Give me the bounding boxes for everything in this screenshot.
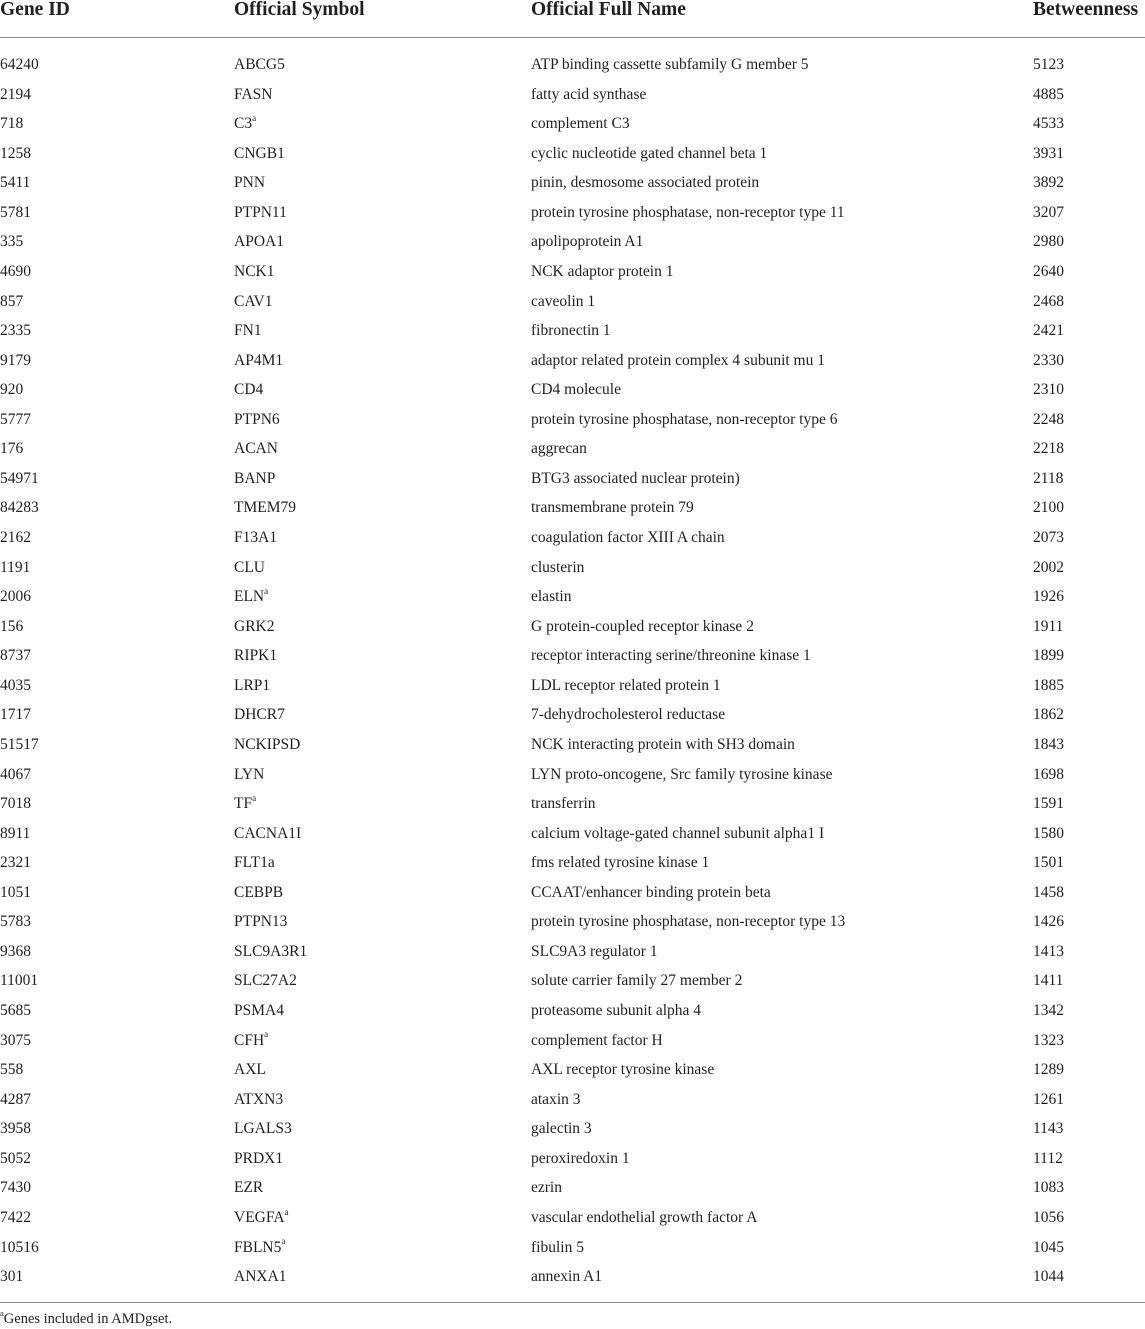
footnote-marker: a: [0, 1308, 4, 1319]
official-full-name-cell: vascular endothelial growth factor A: [531, 1208, 758, 1226]
header-official-full-name: Official Full Name: [531, 0, 686, 20]
official-symbol-text: DHCR7: [234, 706, 285, 724]
official-symbol-cell: [234, 819, 301, 849]
header-official-symbol: Official Symbol: [234, 0, 365, 20]
betweenness-cell: 2310: [1033, 381, 1064, 399]
betweenness-cell: 1083: [1033, 1179, 1064, 1197]
table-body: [0, 50, 1145, 1292]
official-symbol-cell: [234, 109, 256, 139]
official-symbol-cell: [234, 80, 272, 110]
official-symbol-text: CLU: [234, 558, 265, 576]
gene-id-cell: 3075: [0, 1031, 31, 1049]
official-symbol-text: CFH: [234, 1031, 265, 1049]
table-row: [0, 553, 1145, 583]
official-full-name-cell: NCK interacting protein with SH3 domain: [531, 735, 795, 753]
official-symbol-text: CEBPB: [234, 883, 284, 901]
table-footnote: [0, 1310, 172, 1328]
table-row: [0, 1055, 1145, 1085]
table-row: [0, 50, 1145, 80]
table-row: [0, 405, 1145, 435]
official-symbol-text: VEGFA: [234, 1208, 285, 1226]
betweenness-cell: 1501: [1033, 854, 1064, 872]
table-row: [0, 139, 1145, 169]
betweenness-cell: 1926: [1033, 588, 1064, 606]
official-symbol-text: ANXA1: [234, 1268, 287, 1286]
table-row: [0, 907, 1145, 937]
table-row: [0, 1233, 1145, 1263]
official-full-name-cell: BTG3 associated nuclear protein): [531, 469, 740, 487]
betweenness-cell: 1323: [1033, 1031, 1064, 1049]
official-symbol-text: CNGB1: [234, 144, 285, 162]
betweenness-cell: 1899: [1033, 647, 1064, 665]
official-symbol-text: LYN: [234, 765, 265, 783]
table-row: [0, 168, 1145, 198]
official-symbol-text: TF: [234, 795, 253, 813]
gene-id-cell: 54971: [0, 469, 39, 487]
gene-id-cell: 2194: [0, 85, 31, 103]
official-full-name-cell: CCAAT/enhancer binding protein beta: [531, 883, 771, 901]
table-header-row: [0, 0, 1145, 38]
official-full-name-cell: apolipoprotein A1: [531, 233, 644, 251]
header-gene-id: Gene ID: [0, 0, 70, 20]
official-full-name-cell: galectin 3: [531, 1120, 592, 1138]
footnote-marker: a: [252, 792, 257, 803]
official-full-name-cell: pinin, desmosome associated protein: [531, 174, 760, 192]
official-symbol-cell: [234, 287, 272, 317]
official-full-name-cell: 7-dehydrocholesterol reductase: [531, 706, 726, 724]
gene-id-cell: 4035: [0, 676, 31, 694]
official-symbol-text: PTPN11: [234, 203, 287, 221]
gene-id-cell: 5781: [0, 203, 31, 221]
gene-id-cell: 1717: [0, 706, 31, 724]
betweenness-cell: 2330: [1033, 351, 1064, 369]
gene-id-cell: 2321: [0, 854, 31, 872]
official-full-name-cell: protein tyrosine phosphatase, non-receptor type 11: [531, 203, 845, 221]
betweenness-cell: 5123: [1033, 56, 1064, 73]
official-full-name-cell: fibronectin 1: [531, 322, 611, 340]
betweenness-cell: 3892: [1033, 174, 1064, 192]
table-row: [0, 996, 1145, 1026]
gene-id-cell: 7430: [0, 1179, 31, 1197]
official-symbol-text: ABCG5: [234, 56, 285, 73]
gene-id-cell: 5777: [0, 410, 31, 428]
table-row: [0, 493, 1145, 523]
official-full-name-cell: cyclic nucleotide gated channel beta 1: [531, 144, 768, 162]
gene-id-cell: 7018: [0, 795, 31, 813]
official-symbol-text: SLC9A3R1: [234, 942, 308, 960]
official-symbol-cell: [234, 405, 280, 435]
official-full-name-cell: AXL receptor tyrosine kinase: [531, 1061, 715, 1079]
betweenness-cell: 2468: [1033, 292, 1064, 310]
official-symbol-cell: [234, 168, 265, 198]
official-full-name-cell: proteasome subunit alpha 4: [531, 1002, 702, 1019]
gene-id-cell: 4690: [0, 262, 31, 280]
table-row: [0, 671, 1145, 701]
official-symbol-cell: [234, 760, 264, 790]
gene-id-cell: 1051: [0, 883, 31, 901]
official-full-name-cell: annexin A1: [531, 1268, 603, 1286]
official-symbol-text: ACAN: [234, 440, 278, 458]
betweenness-cell: 1580: [1033, 824, 1064, 842]
official-full-name-cell: G protein-coupled receptor kinase 2: [531, 617, 754, 635]
gene-id-cell: 7422: [0, 1208, 31, 1226]
betweenness-cell: 2002: [1033, 558, 1064, 576]
table-row: [0, 789, 1145, 819]
gene-id-cell: 857: [0, 292, 24, 310]
gene-id-cell: 920: [0, 381, 24, 399]
official-symbol-text: FASN: [234, 85, 273, 103]
official-full-name-cell: transmembrane protein 79: [531, 499, 694, 517]
table-row: [0, 760, 1145, 790]
gene-id-cell: 5052: [0, 1149, 31, 1167]
gene-id-cell: 5783: [0, 913, 31, 931]
official-full-name-cell: solute carrier family 27 member 2: [531, 972, 743, 990]
table-row: [0, 198, 1145, 228]
official-symbol-text: LGALS3: [234, 1120, 292, 1138]
gene-id-cell: 558: [0, 1061, 24, 1079]
official-symbol-cell: [234, 139, 285, 169]
footnote-marker: a: [252, 112, 257, 123]
gene-id-cell: 156: [0, 617, 24, 635]
official-symbol-text: PTPN6: [234, 410, 280, 428]
official-symbol-text: LRP1: [234, 676, 271, 694]
official-full-name-cell: fms related tyrosine kinase 1: [531, 854, 710, 872]
gene-id-cell: 1258: [0, 144, 31, 162]
betweenness-cell: 1843: [1033, 735, 1064, 753]
official-symbol-cell: [234, 641, 277, 671]
table-row: [0, 878, 1145, 908]
betweenness-cell: 2248: [1033, 410, 1064, 428]
official-symbol-text: PSMA4: [234, 1002, 284, 1019]
betweenness-cell: 2640: [1033, 262, 1064, 280]
official-symbol-cell: [234, 523, 277, 553]
official-full-name-cell: ATP binding cassette subfamily G member 5: [531, 56, 809, 73]
footnote-marker: a: [264, 585, 269, 596]
gene-id-cell: 10516: [0, 1238, 39, 1256]
gene-id-cell: 84283: [0, 499, 39, 517]
table-row: [0, 346, 1145, 376]
official-full-name-cell: complement C3: [531, 115, 630, 133]
table-row: [0, 582, 1145, 612]
betweenness-cell: 1411: [1033, 972, 1064, 990]
official-full-name-cell: ataxin 3: [531, 1090, 581, 1108]
table-row: [0, 1085, 1145, 1115]
official-full-name-cell: aggrecan: [531, 440, 587, 458]
official-symbol-cell: [234, 434, 278, 464]
gene-id-cell: 9368: [0, 942, 31, 960]
official-symbol-text: AP4M1: [234, 351, 284, 369]
betweenness-cell: 3207: [1033, 203, 1064, 221]
table-row: [0, 434, 1145, 464]
table-row: [0, 1144, 1145, 1174]
gene-id-cell: 301: [0, 1268, 24, 1286]
official-full-name-cell: calcium voltage-gated channel subunit alpha1 I: [531, 824, 825, 842]
gene-id-cell: 51517: [0, 735, 39, 753]
gene-id-cell: 2335: [0, 322, 31, 340]
official-symbol-cell: [234, 700, 285, 730]
table-row: [0, 730, 1145, 760]
table-row: [0, 257, 1145, 287]
official-symbol-cell: [234, 878, 283, 908]
betweenness-cell: 1458: [1033, 883, 1064, 901]
official-full-name-cell: coagulation factor XIII A chain: [531, 529, 725, 546]
betweenness-cell: 1045: [1033, 1238, 1064, 1256]
betweenness-cell: 1911: [1033, 617, 1064, 635]
official-symbol-cell: [234, 671, 270, 701]
table-row: [0, 375, 1145, 405]
betweenness-cell: 1261: [1033, 1090, 1064, 1108]
official-symbol-cell: [234, 257, 274, 287]
gene-id-cell: 8911: [0, 824, 31, 842]
gene-id-cell: 176: [0, 440, 24, 458]
official-full-name-cell: peroxiredoxin 1: [531, 1149, 630, 1167]
betweenness-cell: 1289: [1033, 1061, 1064, 1079]
official-symbol-cell: [234, 375, 263, 405]
table-row: [0, 227, 1145, 257]
official-symbol-text: TMEM79: [234, 499, 296, 517]
official-symbol-cell: [234, 1026, 268, 1056]
betweenness-cell: 2100: [1033, 499, 1064, 517]
official-symbol-text: NCK1: [234, 262, 275, 280]
betweenness-cell: 1112: [1033, 1149, 1063, 1167]
betweenness-cell: 2421: [1033, 322, 1064, 340]
betweenness-cell: 1885: [1033, 676, 1064, 694]
gene-id-cell: 335: [0, 233, 24, 251]
header-betweenness: Betweenness: [1033, 0, 1139, 20]
official-symbol-text: GRK2: [234, 617, 275, 635]
betweenness-cell: 2073: [1033, 529, 1064, 546]
gene-id-cell: 5411: [0, 174, 31, 192]
official-symbol-text: ELN: [234, 588, 265, 606]
gene-id-cell: 4287: [0, 1090, 31, 1108]
official-full-name-cell: LYN proto-oncogene, Src family tyrosine kinase: [531, 765, 833, 783]
gene-id-cell: 9179: [0, 351, 31, 369]
official-symbol-cell: [234, 198, 287, 228]
official-symbol-cell: [234, 493, 296, 523]
official-symbol-cell: [234, 227, 284, 257]
official-symbol-text: C3: [234, 115, 253, 133]
betweenness-cell: 1698: [1033, 765, 1064, 783]
official-symbol-text: CACNA1I: [234, 824, 302, 842]
betweenness-cell: 1862: [1033, 706, 1064, 724]
table-row: [0, 1173, 1145, 1203]
footnote-marker: a: [281, 1236, 286, 1247]
official-full-name-cell: fatty acid synthase: [531, 85, 647, 103]
official-symbol-cell: [234, 1262, 287, 1292]
official-full-name-cell: ezrin: [531, 1179, 562, 1197]
footnote-marker: a: [264, 1029, 269, 1040]
official-symbol-text: APOA1: [234, 233, 284, 251]
official-symbol-cell: [234, 966, 297, 996]
official-symbol-text: BANP: [234, 469, 276, 487]
gene-id-cell: 5685: [0, 1002, 31, 1019]
gene-id-cell: 1191: [0, 558, 31, 576]
official-symbol-cell: [234, 1173, 263, 1203]
table-row: [0, 80, 1145, 110]
official-symbol-cell: [234, 316, 262, 346]
official-full-name-cell: fibulin 5: [531, 1238, 584, 1256]
table-row: [0, 641, 1145, 671]
official-full-name-cell: receptor interacting serine/threonine kinase 1: [531, 647, 811, 665]
gene-id-cell: 4067: [0, 765, 31, 783]
official-symbol-cell: [234, 612, 274, 642]
official-full-name-cell: protein tyrosine phosphatase, non-receptor type 13: [531, 913, 846, 931]
gene-id-cell: 64240: [0, 56, 39, 73]
betweenness-cell: 1143: [1033, 1120, 1064, 1138]
betweenness-cell: 4885: [1033, 85, 1064, 103]
official-full-name-cell: LDL receptor related protein 1: [531, 676, 721, 694]
betweenness-cell: 2218: [1033, 440, 1064, 458]
official-full-name-cell: elastin: [531, 588, 572, 606]
table-row: [0, 287, 1145, 317]
official-symbol-cell: [234, 1144, 283, 1174]
table-row: [0, 937, 1145, 967]
table-row: [0, 1262, 1145, 1292]
gene-id-cell: 2006: [0, 588, 31, 606]
official-symbol-cell: [234, 50, 285, 80]
betweenness-cell: 2980: [1033, 233, 1064, 251]
official-symbol-cell: [234, 1233, 285, 1263]
official-symbol-text: PRDX1: [234, 1149, 284, 1167]
official-symbol-text: CAV1: [234, 292, 273, 310]
footnote-text: Genes included in AMDgset.: [3, 1311, 173, 1327]
betweenness-cell: 1413: [1033, 942, 1064, 960]
betweenness-cell: 3931: [1033, 144, 1064, 162]
official-symbol-text: PNN: [234, 174, 266, 192]
official-full-name-cell: caveolin 1: [531, 292, 596, 310]
official-symbol-text: FLT1a: [234, 854, 275, 872]
betweenness-cell: 4533: [1033, 115, 1064, 133]
official-symbol-text: ATXN3: [234, 1090, 284, 1108]
official-symbol-text: SLC27A2: [234, 972, 297, 990]
table-row: [0, 819, 1145, 849]
official-symbol-cell: [234, 346, 283, 376]
official-symbol-cell: [234, 553, 265, 583]
official-symbol-text: FBLN5: [234, 1238, 282, 1256]
table-row: [0, 848, 1145, 878]
official-full-name-cell: SLC9A3 regulator 1: [531, 942, 658, 960]
official-symbol-text: AXL: [234, 1061, 266, 1079]
table-row: [0, 316, 1145, 346]
table-row: [0, 1203, 1145, 1233]
gene-id-cell: 11001: [0, 972, 39, 990]
official-symbol-cell: [234, 789, 256, 819]
official-symbol-text: F13A1: [234, 529, 278, 546]
betweenness-cell: 1044: [1033, 1268, 1064, 1286]
gene-id-cell: 2162: [0, 529, 31, 546]
official-full-name-cell: clusterin: [531, 558, 585, 576]
table-row: [0, 1114, 1145, 1144]
table-row: [0, 109, 1145, 139]
official-symbol-cell: [234, 907, 287, 937]
footnote-marker: a: [284, 1206, 289, 1217]
official-symbol-cell: [234, 582, 268, 612]
betweenness-cell: 1591: [1033, 795, 1064, 813]
table-row: [0, 464, 1145, 494]
official-symbol-cell: [234, 1085, 283, 1115]
table-bottom-rule: [0, 1302, 1145, 1303]
official-symbol-text: PTPN13: [234, 913, 288, 931]
betweenness-cell: 1426: [1033, 913, 1064, 931]
official-full-name-cell: CD4 molecule: [531, 381, 621, 399]
official-full-name-cell: adaptor related protein complex 4 subunit mu 1: [531, 351, 825, 369]
official-symbol-cell: [234, 730, 300, 760]
official-full-name-cell: complement factor H: [531, 1031, 663, 1049]
official-symbol-cell: [234, 848, 275, 878]
gene-id-cell: 3958: [0, 1120, 31, 1138]
betweenness-cell: 1056: [1033, 1208, 1064, 1226]
table-row: [0, 1026, 1145, 1056]
betweenness-cell: 2118: [1033, 469, 1064, 487]
official-symbol-cell: [234, 996, 284, 1026]
official-symbol-cell: [234, 1203, 289, 1233]
table-row: [0, 612, 1145, 642]
gene-id-cell: 8737: [0, 647, 31, 665]
official-symbol-cell: [234, 937, 307, 967]
official-symbol-cell: [234, 1114, 292, 1144]
gene-id-cell: 718: [0, 115, 24, 133]
table-row: [0, 966, 1145, 996]
official-symbol-text: NCKIPSD: [234, 735, 301, 753]
table-row: [0, 700, 1145, 730]
official-full-name-cell: protein tyrosine phosphatase, non-receptor type 6: [531, 410, 838, 428]
official-symbol-text: EZR: [234, 1179, 264, 1197]
official-symbol-cell: [234, 464, 275, 494]
official-symbol-text: CD4: [234, 381, 264, 399]
official-symbol-cell: [234, 1055, 266, 1085]
official-symbol-text: RIPK1: [234, 647, 278, 665]
official-full-name-cell: NCK adaptor protein 1: [531, 262, 674, 280]
official-full-name-cell: transferrin: [531, 795, 596, 813]
betweenness-cell: 1342: [1033, 1002, 1064, 1019]
official-symbol-text: FN1: [234, 322, 262, 340]
table-row: [0, 523, 1145, 553]
